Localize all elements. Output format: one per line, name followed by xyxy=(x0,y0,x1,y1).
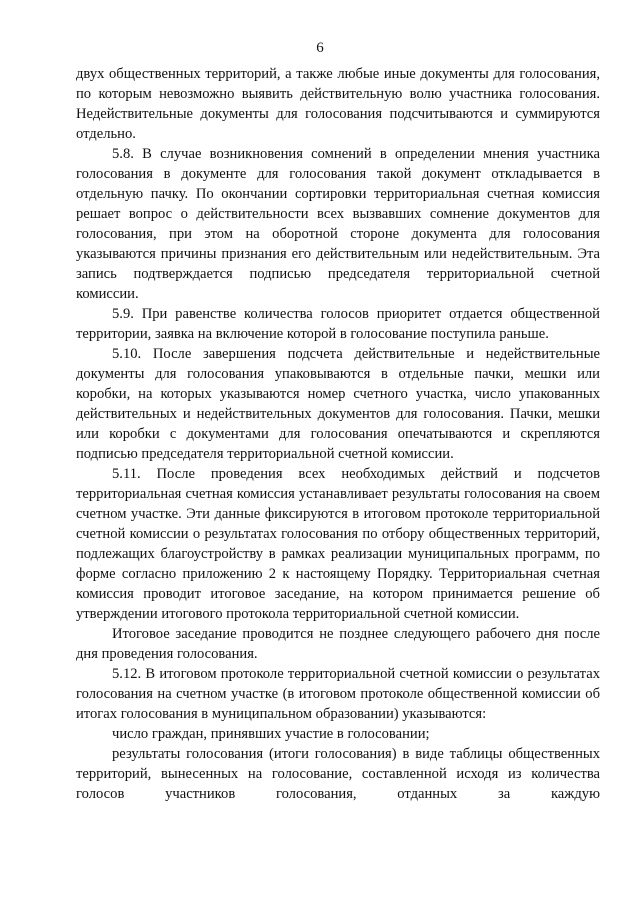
list-item-voting-results: результаты голосования (итоги голосования) в виде таблицы общественных территорий, вынесенных на голосование, составленной исходя из количества голосов участников голосования, отданных за каждую xyxy=(76,746,600,802)
paragraph-5-8: 5.8. В случае возникновения сомнений в определении мнения участника голосования в документе для голосования такой документ откладывается в отдельную пачку. По окончании сортировки территориальная счетная комиссия решает вопрос о действительности всех вызвавших сомнение документов для голосования, при этом на оборотной стороне документа для голосования указываются причины признания его действительным или недействительным. Эта запись подтверждается подписью председателя территориальной счетной комиссии. xyxy=(76,146,600,302)
paragraph-5-11: 5.11. После проведения всех необходимых действий и подсчетов территориальная счетная комиссия устанавливает результаты голосования на своем счетном участке. Эти данные фиксируются в итоговом протоколе территориальной счетной комиссии о результатах голосования по отбору общественных территорий, подлежащих благоустройству в рамках реализации муниципальных программ, по форме согласно приложению 2 к настоящему Порядку. Территориальная счетная комиссия проводит итоговое заседание, на котором принимается решение об утверждении итогового протокола территориальной счетной комиссии. xyxy=(76,466,600,622)
paragraph-continuation: двух общественных территорий, а также любые иные документы для голосования, по которым невозможно выявить действительную волю участника голосования. Недействительные документы для голосования подсчитываются и суммируются отдельно. xyxy=(76,66,600,142)
document-body xyxy=(76,64,600,804)
paragraph-5-12: 5.12. В итоговом протоколе территориальной счетной комиссии о результатах голосования на счетном участке (в итоговом протоколе общественной комиссии об итогах голосования в муниципальном образовании) указываются: xyxy=(76,666,600,722)
paragraph-final-meeting: Итоговое заседание проводится не позднее следующего рабочего дня после дня проведения голосования. xyxy=(76,626,600,662)
paragraph-5-9: 5.9. При равенстве количества голосов приоритет отдается общественной территории, заявка на включение которой в голосование поступила раньше. xyxy=(76,306,600,342)
paragraph-5-10: 5.10. После завершения подсчета действительные и недействительные документы для голосования упаковываются в отдельные пачки, мешки или коробки, на которых указываются номер счетного участка, число упакованных действительных и недействительных документов для голосования. Пачки, мешки или коробки с документами для голосования опечатываются и скрепляются подписью председателя территориальной счетной комиссии. xyxy=(76,346,600,462)
list-item-participants-count: число граждан, принявших участие в голосовании; xyxy=(112,726,430,742)
page-number: 6 xyxy=(316,40,324,56)
